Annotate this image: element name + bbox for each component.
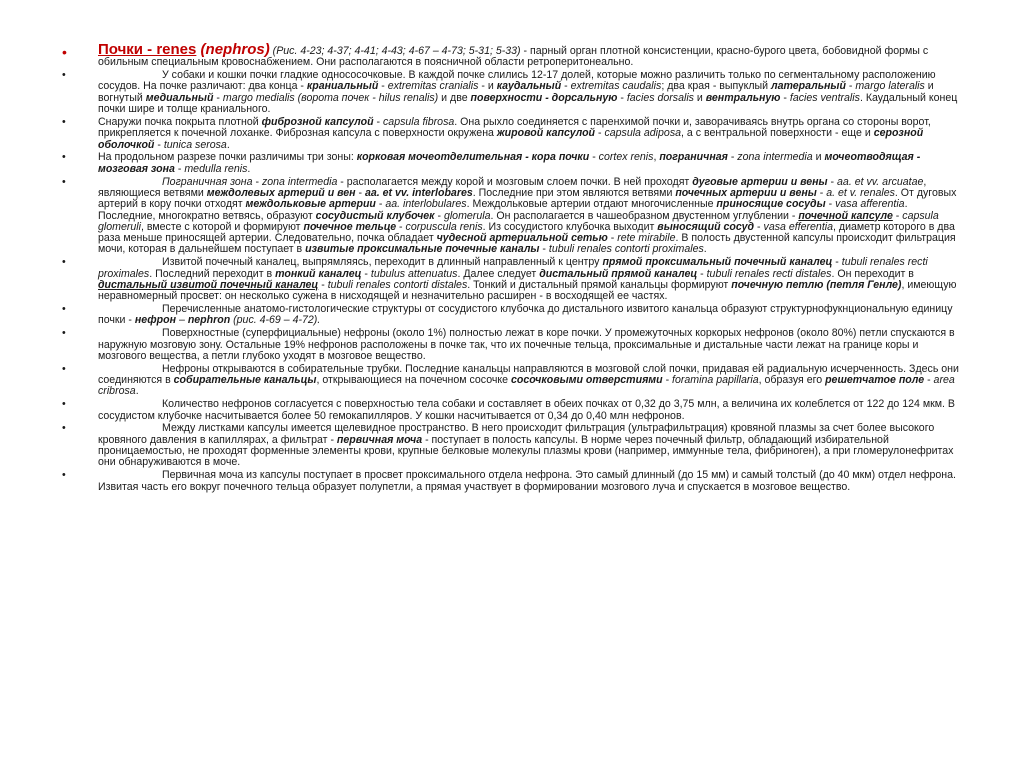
body-text: Между листками капсулы имеется щелевидное пространство. В него происходит фильтрация (ультрафильтрация) кровяной плазмы за счет более высокого кровяного давления в капиллярах, а фильтрат - — [98, 422, 935, 446]
latin-term: corpuscula renis — [405, 220, 483, 233]
latin-term: vasa afferentia — [835, 198, 905, 211]
key-term — [659, 151, 728, 163]
body-text: . Каудальный конец почки шире и толще краниального. — [98, 91, 958, 116]
paragraph-3 — [62, 117, 962, 151]
key-term-text: сосочковыми отверстиями — [510, 374, 663, 387]
body-text: - — [396, 220, 406, 233]
body-text: - — [754, 220, 764, 233]
latin-term: tubuli renales recti proximales — [98, 256, 928, 280]
body-text: . Она рыхло соединяется с паренхимой почки и, заворачиваясь внутрь органа со стороны ворот, прикрепляется к почечной лоханке. Фиброзная капсула с поверхности окружена — [98, 115, 931, 140]
key-term-text: фиброзной капсулой — [261, 115, 374, 128]
key-term-text: чудесной артериальной сетью — [436, 232, 608, 245]
slide-text — [62, 41, 962, 494]
body-text: и вогнутый — [98, 80, 934, 104]
bullet-icon: • — [62, 327, 66, 340]
body-text: Количество нефронов согласуется с поверхностью тела собаки и составляет в обеих почках от 0,32 до 3,75 млн, а величина их колеблется от 122 до 124 мкм. В сосудистом клубочке насчитывается более 50 гемокапилляров. У кошки насчитывается от 0,34 до 0,40 млн нефронов. — [98, 398, 955, 422]
paragraph-11 — [62, 423, 962, 468]
key-term — [316, 210, 435, 222]
key-term-text: жировой капсулой — [496, 127, 596, 140]
body-text: . Последние при этом являются ветвями — [472, 186, 676, 199]
body-text: - — [361, 267, 371, 280]
body-text: - располагается между корой и мозговым слоем почки. В ней проходят — [337, 175, 693, 188]
body-text: - — [816, 186, 827, 199]
body-text: . Из сосудистого клубочка выходит — [482, 220, 658, 233]
latin-term: tubuli renales recti distales — [706, 267, 832, 280]
body-text: - — [375, 198, 386, 211]
key-term — [825, 374, 924, 386]
key-term-text: собирательные канальцы — [173, 374, 317, 387]
latin-term: aa. interlobulares — [385, 198, 467, 211]
latin-term: extremitas caudalis — [570, 80, 662, 93]
bullet-icon: • — [62, 151, 66, 164]
key-term-text: поверхности - дорсальную — [470, 91, 618, 104]
body-text: , открывающиеся на почечном сосочке — [316, 374, 511, 387]
body-text: - — [252, 175, 262, 188]
body-text: - — [832, 256, 842, 269]
key-term-text: каудальный — [496, 80, 562, 93]
key-term — [246, 198, 376, 210]
latin-term: foramina papillaria — [672, 374, 759, 387]
body-text: - — [355, 186, 365, 199]
body-text: . Тонкий и дистальный прямой канальцы формируют — [467, 278, 732, 291]
body-text: - — [780, 91, 790, 104]
key-term-text: прямой проксимальный почечный каналец — [602, 256, 833, 269]
body-text: - — [539, 243, 549, 256]
key-term-text: междольковые артерии — [245, 198, 376, 211]
paragraph-10 — [62, 399, 962, 422]
key-term — [657, 221, 754, 233]
body-text: . Он переходит в — [831, 267, 914, 280]
key-term-text: почечное тельце — [303, 220, 397, 233]
body-text: . От дуговых артерий в кору почки отходят — [98, 186, 957, 211]
latin-term: (рис. 4-69 – 4-72). — [230, 314, 321, 327]
bullet-icon: • — [62, 115, 66, 128]
latin-term: a. et v. renales — [826, 186, 895, 199]
body-text: , — [653, 151, 660, 164]
bullet-icon: • — [62, 398, 66, 411]
latin-term: tunica serosa — [163, 138, 227, 151]
body-text: - — [845, 80, 856, 93]
key-term-text: латеральный — [770, 80, 846, 93]
latin-term: extremitas cranialis — [387, 80, 479, 93]
key-term — [365, 187, 473, 199]
body-text: , а с вентральной поверхности - еще и — [681, 127, 874, 140]
paragraph-5 — [62, 177, 962, 256]
key-term-text: сосудистый клубочек — [315, 209, 435, 222]
key-term-text: почечной капсуле — [798, 209, 893, 222]
key-term — [357, 151, 590, 163]
key-term — [511, 374, 663, 386]
body-text: . Последний переходит в — [149, 267, 276, 280]
body-text: - — [434, 209, 444, 222]
body-text: - и — [478, 80, 497, 93]
latin-term: capsula glomeruli — [98, 209, 939, 233]
key-term-text: междолевых артерий и вен — [206, 186, 356, 199]
key-term-text: дистальный прямой каналец — [539, 267, 698, 280]
latin-term: margo medialis (ворота почек - hilus renalis) — [222, 91, 439, 104]
body-text: – — [176, 314, 188, 327]
body-text: Поверхностные (суперфициальные) нефроны (около 1%) полностью лежат в коре почки. У промежуточных коркорых нефронов (около 80%) петли спускаются в наружную мозговую зону. Остальные 19% нефронов расположены в почке так, что их почечные тельца, проксимальные и дистальные части лежат на границе коры и мозгового вещества, а петли глубоко уходят в мозговое вещество. — [98, 327, 955, 362]
key-term-text: nephron — [187, 314, 231, 327]
key-term — [207, 187, 356, 199]
key-term-text: краниальный — [306, 80, 379, 93]
body-text: ; два края - выпуклый — [661, 80, 771, 93]
paragraph-12 — [62, 470, 962, 493]
bullet-icon: • — [62, 175, 66, 188]
body-text: - парный орган плотной консистенции, красно-бурого цвета, бобовидной формы с обильным специальным кровоснабжением. Они располагаются в поясничной области ретроперитонеально. — [98, 45, 929, 69]
key-term — [497, 80, 562, 92]
latin-term: rete mirabile — [617, 232, 676, 245]
latin-term: margo lateralis — [855, 80, 925, 93]
body-text: - — [617, 91, 627, 104]
key-term — [437, 232, 608, 244]
bullet-icon: • — [62, 69, 66, 82]
body-text: - — [174, 162, 185, 175]
key-term — [731, 279, 901, 291]
latin-term: vasa efferentia — [763, 220, 834, 233]
latin-term: (Рис. 4-23; 4-37; 4-41; 4-43; 4-67 – 4-73; 5-31; 5-33) — [269, 45, 521, 57]
body-text: , образуя его — [758, 374, 826, 387]
paragraph-1 — [62, 41, 962, 69]
body-text: . — [135, 385, 139, 398]
body-text: и две — [438, 91, 471, 104]
paragraph-6 — [62, 257, 962, 302]
key-term-text: тонкий каналец — [275, 267, 362, 280]
key-term — [135, 314, 176, 326]
latin-term: tubuli renales contorti distales — [327, 278, 468, 291]
key-term — [303, 221, 396, 233]
key-term-text: решетчатое поле — [825, 374, 925, 387]
bullet-icon: • — [62, 469, 66, 482]
body-text: - — [697, 267, 707, 280]
paragraph-8 — [62, 328, 962, 362]
bullet-icon: • — [62, 422, 66, 435]
paragraph-4 — [62, 152, 962, 175]
key-term-text: дуговые артерии и вены — [692, 175, 828, 188]
key-term — [262, 116, 374, 128]
latin-term: cortex renis — [598, 151, 654, 164]
bullet-icon: • — [62, 44, 67, 60]
body-text: , являющиеся ветвями — [98, 175, 927, 199]
paragraph-2 — [62, 70, 962, 115]
body-text: - — [373, 115, 383, 128]
body-text: . Он располагается в чашеобразном двустенном углублении - — [490, 209, 799, 222]
key-term — [539, 268, 697, 280]
latin-term: area cribrosa — [98, 374, 955, 398]
key-term — [471, 92, 618, 104]
key-term-text: приносящие сосуды — [716, 198, 826, 211]
bullet-icon: • — [62, 303, 66, 316]
latin-term: tubulus attenuatus — [370, 267, 458, 280]
body-text: - — [662, 374, 673, 387]
latin-term: zona intermedia — [261, 175, 338, 188]
body-text: Первичная моча из капсулы поступает в просвет проксимального отдела нефрона. Это самый длинный (до 15 мм) и самый толстый (до 40 мкм) отдел нефрона. Извитая часть его вокруг почечного тельца образует полупетли, а прямая участвует в формировании мозгового луча и спускается в мозговое вещество. — [98, 469, 956, 493]
body-text: , имеющую неравномерный просвет: он несколько сужена в нисходящей и незначительно расширен - в восходящей ее частях. — [98, 278, 957, 303]
body-text: и — [693, 91, 706, 104]
key-term — [497, 127, 595, 139]
latin-term: capsula fibrosa — [383, 115, 455, 128]
body-text: . — [226, 138, 230, 151]
key-term — [798, 210, 893, 222]
body-text: - — [607, 232, 618, 245]
body-text: . В полость двустенной капсулы происходит фильтрация мочи, которая в дальнейшем поступает в — [98, 232, 956, 256]
body-text: - — [924, 374, 934, 387]
key-term — [716, 198, 825, 210]
page-title: Почки - renes — [98, 41, 197, 58]
latin-term: capsula adiposa — [604, 127, 682, 140]
body-text: Извитой почечный каналец, выпрямляясь, переходит в длинный направленный к центру — [162, 256, 603, 269]
key-term — [706, 92, 781, 104]
paragraph-9 — [62, 364, 962, 398]
key-term — [174, 374, 317, 386]
key-term-text: aa. et vv. interlobares — [364, 186, 473, 199]
body-text: - — [595, 127, 605, 140]
key-term — [692, 176, 827, 188]
body-text: Снаружи почка покрыта плотной — [98, 115, 262, 128]
key-term — [146, 92, 214, 104]
key-term — [188, 314, 230, 326]
key-term-text: почечных артерии и вены — [675, 186, 817, 199]
key-term-text: почечную петлю (петля Генле) — [731, 278, 902, 291]
body-text: . — [247, 162, 251, 175]
body-text: и — [812, 151, 825, 164]
key-term — [771, 80, 846, 92]
key-term — [675, 187, 816, 199]
key-term-text: извитые проксимальные почечные каналы — [305, 243, 540, 256]
bullet-icon: • — [62, 256, 66, 269]
body-text: Нефроны открываются в собирательные трубки. Последние канальцы направляются в мозговой слой почки, придавая ей радиальную исчерченность. Здесь они соединяются в — [98, 362, 959, 387]
body-text: . — [703, 243, 707, 256]
body-text: - — [318, 278, 328, 291]
body-text: - — [589, 151, 599, 164]
body-text: У собаки и кошки почки гладкие однососочковые. В каждой почке слились 12-17 долей, которые можно различить только по сегментальному расположению сосудов. На почке различают: два конца - — [98, 69, 936, 93]
key-term — [337, 434, 422, 446]
latin-term: facies ventralis — [789, 91, 860, 104]
key-term — [98, 279, 318, 291]
latin-term: tubuli renales contorti proximales — [548, 243, 704, 256]
key-term-text: дистальный извитой почечный каналец — [98, 278, 319, 291]
key-term-text: мочеотводящая - мозговая зона — [98, 151, 921, 175]
key-term-text: медиальный — [145, 91, 214, 104]
page-title-latin: (nephros) — [196, 41, 270, 58]
body-text: - — [154, 138, 164, 151]
body-text: . Междольковые артерии отдают многочисленные — [466, 198, 717, 211]
latin-term: facies dorsalis — [626, 91, 694, 104]
key-term-text: серозной оболочкой — [98, 127, 924, 151]
key-term — [305, 243, 539, 255]
body-text: . Последние, многократно ветвясь, образуют — [98, 198, 908, 222]
latin-term: Пограничная зона — [162, 175, 253, 188]
key-term-text: первичная моча — [336, 433, 423, 446]
key-term-text: выносящий сосуд — [657, 220, 755, 233]
body-text: , вместе с которой и формируют — [140, 220, 304, 233]
key-term — [307, 80, 378, 92]
body-text: . Далее следует — [457, 267, 540, 280]
key-term — [275, 268, 361, 280]
key-term-text: нефрон — [134, 314, 177, 327]
body-text: , диаметр которого в два раза меньше приносящей артерии. Следовательно, почка обладает — [98, 220, 955, 245]
latin-term: medulla renis — [184, 162, 248, 175]
latin-term: glomerula — [443, 209, 491, 222]
bullet-icon: • — [62, 362, 66, 375]
latin-term: aa. et vv. arcuatae — [837, 175, 924, 188]
body-text: - — [213, 91, 223, 104]
body-text: - — [827, 175, 838, 188]
body-text: На продольном разрезе почки различимы три зоны: — [98, 151, 357, 164]
body-text: - поступает в полость капсулы. В норме через почечный фильтр, обладающий избирательной проницаемостью, не проходят форменные элементы крови, крупные белковые молекулы плазмы крови (например, иммунные тела, фибриноген), а при гломерулонефритах они обнаруживаются в моче. — [98, 433, 954, 469]
body-text: - — [892, 209, 903, 222]
body-text: - — [378, 80, 388, 93]
body-text: - — [561, 80, 571, 93]
body-text: Перечисленные анатомо-гистологические структуры от сосудистого клубочка до дистального извитого канальца образуют структурнофукнциональную единицу почки - — [98, 303, 953, 327]
paragraph-7 — [62, 304, 962, 327]
key-term-text: пограничная — [659, 151, 728, 164]
key-term-text: корковая мочеотделительная - кора почки — [356, 151, 590, 164]
body-text: - — [825, 198, 836, 211]
body-text: - — [727, 151, 738, 164]
key-term-text: вентральную — [705, 91, 781, 104]
latin-term: zona intermedia — [737, 151, 813, 164]
key-term — [602, 256, 832, 268]
